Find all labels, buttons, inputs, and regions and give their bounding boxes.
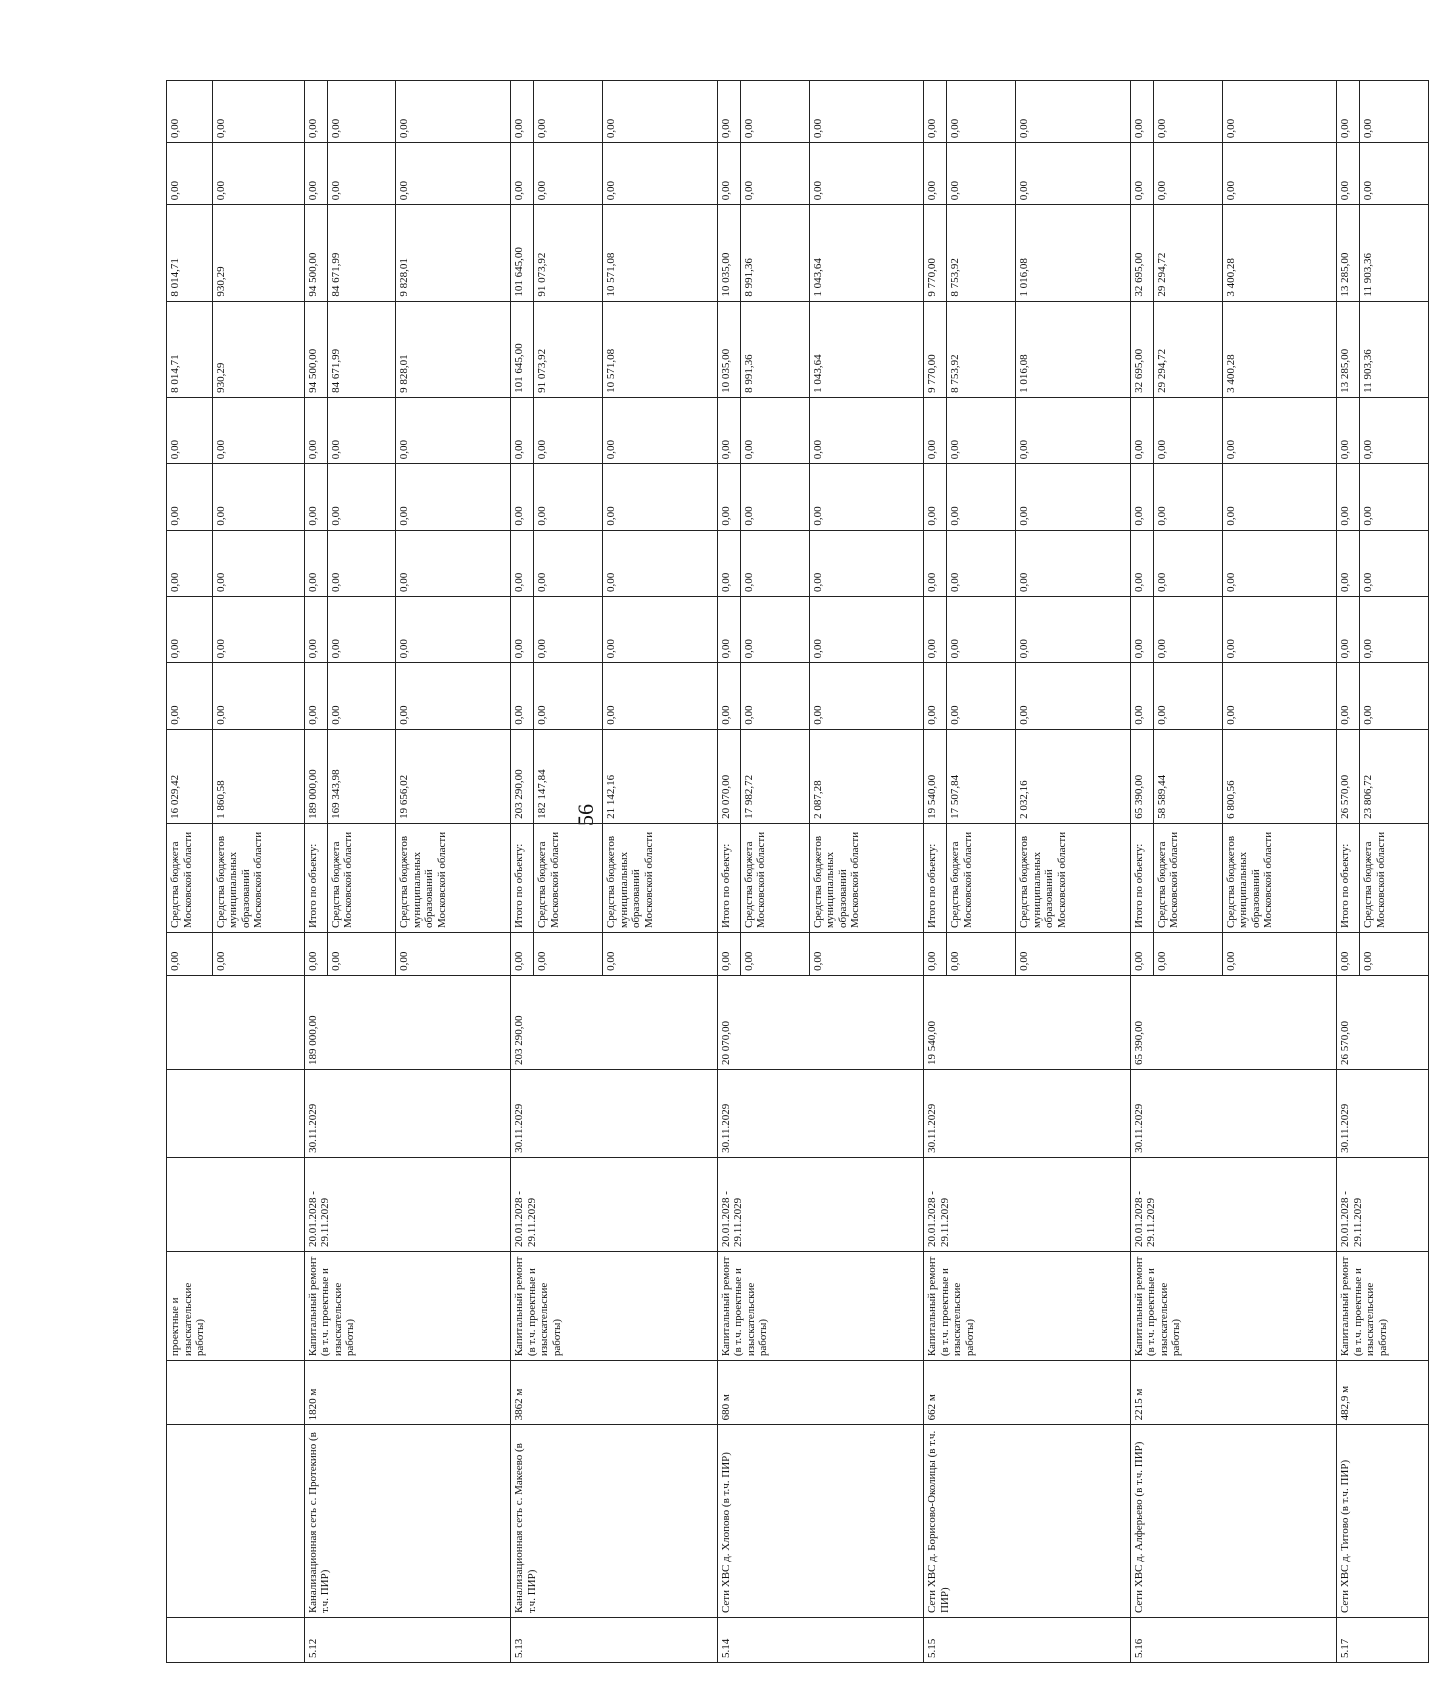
year-2026-cell: 0,00: [1360, 464, 1429, 530]
year-2026-cell: 0,00: [511, 464, 534, 530]
year-2031-cell: 0,00: [304, 81, 327, 143]
funding-source-cell: Средства бюджета Московской области: [327, 823, 396, 932]
row-num-cell: 5.13: [511, 1618, 718, 1663]
year-2023-cell: 0,00: [1360, 663, 1429, 729]
completion-cell: 30.11.2029: [1337, 1070, 1429, 1158]
year-2026-cell: 0,00: [304, 464, 327, 530]
funding-source-cell: Средства бюджетов муниципальных образований Московской области: [603, 823, 718, 932]
total-cell: 65 390,00: [1130, 729, 1153, 823]
total-cell: 58 589,44: [1153, 729, 1222, 823]
year-2024-cell: 0,00: [534, 596, 603, 662]
row-num-cell: 5.15: [924, 1618, 1131, 1663]
source-col3-cell: 0,00: [167, 933, 213, 976]
year-2029-cell: 930,29: [212, 205, 304, 301]
year-2027-cell: 0,00: [327, 397, 396, 463]
year-2027-cell: 0,00: [534, 397, 603, 463]
work-type-cell: Капитальный ремонт (в т.ч. проектные и изыскательские работы): [924, 1252, 1131, 1361]
source-col3-cell: 0,00: [1222, 933, 1337, 976]
year-2023-cell: 0,00: [1016, 663, 1131, 729]
year-2024-cell: 0,00: [947, 596, 1016, 662]
object-name-cell: Сети ХВС д. Титово (в т.ч. ПИР): [1337, 1425, 1429, 1618]
year-2025-cell: 0,00: [511, 530, 534, 596]
year-2030-cell: 0,00: [1222, 143, 1337, 205]
source-col3-cell: 0,00: [1130, 933, 1153, 976]
row-num-cell: [167, 1618, 305, 1663]
table-row: [1130, 81, 1153, 1663]
cost-cell: 19 540,00: [924, 975, 1131, 1069]
year-2029-cell: 32 695,00: [1130, 205, 1153, 301]
source-col3-cell: 0,00: [1337, 933, 1360, 976]
cost-cell: 203 290,00: [511, 975, 718, 1069]
year-2024-cell: 0,00: [924, 596, 947, 662]
year-2031-cell: 0,00: [212, 81, 304, 143]
year-2028-cell: 8 991,36: [740, 301, 809, 397]
year-2026-cell: 0,00: [1222, 464, 1337, 530]
year-2027-cell: 0,00: [947, 397, 1016, 463]
completion-cell: 30.11.2029: [304, 1070, 511, 1158]
year-2027-cell: 0,00: [304, 397, 327, 463]
table-row: [511, 81, 534, 1663]
page-number: 56: [573, 804, 598, 826]
year-2024-cell: 0,00: [1153, 596, 1222, 662]
year-2025-cell: 0,00: [1130, 530, 1153, 596]
year-2030-cell: 0,00: [212, 143, 304, 205]
capacity-cell: [167, 1361, 305, 1425]
year-2030-cell: 0,00: [327, 143, 396, 205]
year-2029-cell: 1 016,08: [1016, 205, 1131, 301]
year-2024-cell: 0,00: [327, 596, 396, 662]
year-2024-cell: 0,00: [304, 596, 327, 662]
year-2023-cell: 0,00: [1222, 663, 1337, 729]
total-cell: 6 800,56: [1222, 729, 1337, 823]
year-2030-cell: 0,00: [603, 143, 718, 205]
year-2025-cell: 0,00: [1360, 530, 1429, 596]
total-cell: 17 507,84: [947, 729, 1016, 823]
year-2024-cell: 0,00: [1222, 596, 1337, 662]
total-cell: 2 087,28: [809, 729, 924, 823]
period-cell: 20.01.2028 - 29.11.2029: [511, 1157, 718, 1251]
year-2023-cell: 0,00: [603, 663, 718, 729]
year-2031-cell: 0,00: [1360, 81, 1429, 143]
year-2031-cell: 0,00: [327, 81, 396, 143]
year-2030-cell: 0,00: [396, 143, 511, 205]
year-2028-cell: 9 828,01: [396, 301, 511, 397]
period-cell: [167, 1157, 305, 1251]
year-2028-cell: 1 043,64: [809, 301, 924, 397]
year-2025-cell: 0,00: [740, 530, 809, 596]
year-2025-cell: 0,00: [167, 530, 213, 596]
source-col3-cell: 0,00: [396, 933, 511, 976]
year-2024-cell: 0,00: [1016, 596, 1131, 662]
year-2028-cell: 930,29: [212, 301, 304, 397]
source-col3-cell: 0,00: [1016, 933, 1131, 976]
year-2027-cell: 0,00: [924, 397, 947, 463]
year-2026-cell: 0,00: [1153, 464, 1222, 530]
year-2023-cell: 0,00: [1153, 663, 1222, 729]
year-2031-cell: 0,00: [947, 81, 1016, 143]
year-2031-cell: 0,00: [534, 81, 603, 143]
year-2027-cell: 0,00: [1016, 397, 1131, 463]
year-2031-cell: 0,00: [167, 81, 213, 143]
total-cell: 21 142,16: [603, 729, 718, 823]
year-2023-cell: 0,00: [304, 663, 327, 729]
funding-source-cell: Средства бюджета Московской области: [947, 823, 1016, 932]
year-2025-cell: 0,00: [1153, 530, 1222, 596]
year-2027-cell: 0,00: [167, 397, 213, 463]
year-2026-cell: 0,00: [947, 464, 1016, 530]
work-type-cell: Капитальный ремонт (в т.ч. проектные и изыскательские работы): [1337, 1252, 1429, 1361]
total-cell: 169 343,98: [327, 729, 396, 823]
table-row: [1337, 81, 1360, 1663]
year-2025-cell: 0,00: [717, 530, 740, 596]
year-2024-cell: 0,00: [603, 596, 718, 662]
object-name-cell: Канализационная сеть с. Протекино (в т.ч. ПИР): [304, 1425, 511, 1618]
total-cell: 19 540,00: [924, 729, 947, 823]
capacity-cell: 2215 м: [1130, 1361, 1337, 1425]
year-2028-cell: 91 073,92: [534, 301, 603, 397]
year-2031-cell: 0,00: [396, 81, 511, 143]
table-row: [924, 81, 947, 1663]
year-2031-cell: 0,00: [809, 81, 924, 143]
year-2023-cell: 0,00: [717, 663, 740, 729]
year-2027-cell: 0,00: [1222, 397, 1337, 463]
year-2029-cell: 9 828,01: [396, 205, 511, 301]
cost-cell: [167, 975, 305, 1069]
total-cell: 189 000,00: [304, 729, 327, 823]
year-2025-cell: 0,00: [1016, 530, 1131, 596]
year-2030-cell: 0,00: [717, 143, 740, 205]
year-2023-cell: 0,00: [740, 663, 809, 729]
period-cell: 20.01.2028 - 29.11.2029: [304, 1157, 511, 1251]
completion-cell: 30.11.2029: [511, 1070, 718, 1158]
source-col3-cell: 0,00: [717, 933, 740, 976]
year-2029-cell: 84 671,99: [327, 205, 396, 301]
year-2025-cell: 0,00: [212, 530, 304, 596]
year-2028-cell: 84 671,99: [327, 301, 396, 397]
year-2030-cell: 0,00: [1360, 143, 1429, 205]
year-2024-cell: 0,00: [740, 596, 809, 662]
year-2027-cell: 0,00: [511, 397, 534, 463]
total-cell: 182 147,84: [534, 729, 603, 823]
year-2025-cell: 0,00: [1337, 530, 1360, 596]
year-2023-cell: 0,00: [212, 663, 304, 729]
year-2029-cell: 11 903,36: [1360, 205, 1429, 301]
year-2027-cell: 0,00: [1130, 397, 1153, 463]
period-cell: 20.01.2028 - 29.11.2029: [1337, 1157, 1429, 1251]
year-2028-cell: 13 285,00: [1337, 301, 1360, 397]
total-cell: 20 070,00: [717, 729, 740, 823]
year-2029-cell: 29 294,72: [1153, 205, 1222, 301]
year-2029-cell: 8 014,71: [167, 205, 213, 301]
work-type-cell: Капитальный ремонт (в т.ч. проектные и изыскательские работы): [304, 1252, 511, 1361]
year-2028-cell: 1 016,08: [1016, 301, 1131, 397]
funding-source-cell: Итого по объекту:: [1337, 823, 1360, 932]
year-2026-cell: 0,00: [809, 464, 924, 530]
funding-source-cell: Итого по объекту:: [1130, 823, 1153, 932]
cost-cell: 65 390,00: [1130, 975, 1337, 1069]
row-num-cell: 5.12: [304, 1618, 511, 1663]
year-2024-cell: 0,00: [212, 596, 304, 662]
year-2023-cell: 0,00: [396, 663, 511, 729]
object-name-cell: Сети ХВС д. Хлопово (в т.ч. ПИР): [717, 1425, 924, 1618]
total-cell: 26 570,00: [1337, 729, 1360, 823]
year-2028-cell: 11 903,36: [1360, 301, 1429, 397]
year-2023-cell: 0,00: [511, 663, 534, 729]
work-type-cell: Капитальный ремонт (в т.ч. проектные и изыскательские работы): [717, 1252, 924, 1361]
year-2026-cell: 0,00: [534, 464, 603, 530]
year-2029-cell: 13 285,00: [1337, 205, 1360, 301]
object-name-cell: Сети ХВС д. Алферьево (в т.ч. ПИР): [1130, 1425, 1337, 1618]
year-2030-cell: 0,00: [304, 143, 327, 205]
total-cell: 2 032,16: [1016, 729, 1131, 823]
year-2030-cell: 0,00: [167, 143, 213, 205]
year-2027-cell: 0,00: [1360, 397, 1429, 463]
year-2031-cell: 0,00: [1016, 81, 1131, 143]
funding-source-cell: Средства бюджетов муниципальных образований Московской области: [396, 823, 511, 932]
funding-source-cell: Средства бюджетов муниципальных образований Московской области: [1016, 823, 1131, 932]
source-col3-cell: 0,00: [740, 933, 809, 976]
year-2029-cell: 8 991,36: [740, 205, 809, 301]
source-col3-cell: 0,00: [304, 933, 327, 976]
year-2027-cell: 0,00: [1153, 397, 1222, 463]
completion-cell: 30.11.2029: [1130, 1070, 1337, 1158]
completion-cell: [167, 1070, 305, 1158]
funding-table: [166, 80, 1429, 1663]
row-num-cell: 5.16: [1130, 1618, 1337, 1663]
year-2029-cell: 91 073,92: [534, 205, 603, 301]
total-cell: 19 656,02: [396, 729, 511, 823]
year-2028-cell: 9 770,00: [924, 301, 947, 397]
year-2029-cell: 101 645,00: [511, 205, 534, 301]
year-2030-cell: 0,00: [511, 143, 534, 205]
year-2025-cell: 0,00: [1222, 530, 1337, 596]
year-2023-cell: 0,00: [534, 663, 603, 729]
source-col3-cell: 0,00: [603, 933, 718, 976]
period-cell: 20.01.2028 - 29.11.2029: [717, 1157, 924, 1251]
year-2030-cell: 0,00: [924, 143, 947, 205]
year-2030-cell: 0,00: [809, 143, 924, 205]
table-row: [167, 81, 213, 1663]
year-2028-cell: 10 571,08: [603, 301, 718, 397]
source-col3-cell: 0,00: [212, 933, 304, 976]
year-2024-cell: 0,00: [511, 596, 534, 662]
funding-source-cell: Итого по объекту:: [511, 823, 534, 932]
capacity-cell: 482,9 м: [1337, 1361, 1429, 1425]
year-2028-cell: 101 645,00: [511, 301, 534, 397]
year-2024-cell: 0,00: [167, 596, 213, 662]
year-2027-cell: 0,00: [740, 397, 809, 463]
year-2028-cell: 8 014,71: [167, 301, 213, 397]
source-col3-cell: 0,00: [534, 933, 603, 976]
year-2026-cell: 0,00: [1016, 464, 1131, 530]
cost-cell: 189 000,00: [304, 975, 511, 1069]
funding-source-cell: Средства бюджета Московской области: [740, 823, 809, 932]
source-col3-cell: 0,00: [511, 933, 534, 976]
object-name-cell: Канализационная сеть с. Макеево (в т.ч. ПИР): [511, 1425, 718, 1618]
year-2024-cell: 0,00: [1337, 596, 1360, 662]
row-num-cell: 5.17: [1337, 1618, 1429, 1663]
capacity-cell: 1820 м: [304, 1361, 511, 1425]
year-2023-cell: 0,00: [1337, 663, 1360, 729]
year-2026-cell: 0,00: [212, 464, 304, 530]
source-col3-cell: 0,00: [1153, 933, 1222, 976]
table-row: [304, 81, 327, 1663]
year-2026-cell: 0,00: [1337, 464, 1360, 530]
year-2030-cell: 0,00: [534, 143, 603, 205]
source-col3-cell: 0,00: [947, 933, 1016, 976]
year-2030-cell: 0,00: [947, 143, 1016, 205]
funding-source-cell: Средства бюджета Московской области: [1360, 823, 1429, 932]
year-2023-cell: 0,00: [327, 663, 396, 729]
year-2026-cell: 0,00: [717, 464, 740, 530]
object-name-cell: [167, 1425, 305, 1618]
total-cell: 23 806,72: [1360, 729, 1429, 823]
work-type-cell: проектные и изыскательские работы): [167, 1252, 305, 1361]
year-2029-cell: 10 035,00: [717, 205, 740, 301]
funding-source-cell: Средства бюджета Московской области: [534, 823, 603, 932]
rotated-table-wrapper: [166, 80, 1389, 1663]
year-2024-cell: 0,00: [1130, 596, 1153, 662]
year-2029-cell: 1 043,64: [809, 205, 924, 301]
year-2029-cell: 9 770,00: [924, 205, 947, 301]
source-col3-cell: 0,00: [327, 933, 396, 976]
year-2025-cell: 0,00: [534, 530, 603, 596]
year-2030-cell: 0,00: [1153, 143, 1222, 205]
year-2025-cell: 0,00: [924, 530, 947, 596]
object-name-cell: Сети ХВС д. Борисово-Околицы (в т.ч. ПИР): [924, 1425, 1131, 1618]
work-type-cell: Капитальный ремонт (в т.ч. проектные и изыскательские работы): [1130, 1252, 1337, 1361]
year-2025-cell: 0,00: [327, 530, 396, 596]
total-cell: 16 029,42: [167, 729, 213, 823]
year-2031-cell: 0,00: [1153, 81, 1222, 143]
completion-cell: 30.11.2029: [924, 1070, 1131, 1158]
funding-source-cell: Итого по объекту:: [717, 823, 740, 932]
funding-source-cell: Средства бюджетов муниципальных образований Московской области: [1222, 823, 1337, 932]
source-col3-cell: 0,00: [1360, 933, 1429, 976]
year-2030-cell: 0,00: [1337, 143, 1360, 205]
period-cell: 20.01.2028 - 29.11.2029: [1130, 1157, 1337, 1251]
year-2031-cell: 0,00: [717, 81, 740, 143]
year-2028-cell: 94 500,00: [304, 301, 327, 397]
total-cell: 17 982,72: [740, 729, 809, 823]
year-2026-cell: 0,00: [603, 464, 718, 530]
year-2030-cell: 0,00: [1016, 143, 1131, 205]
year-2030-cell: 0,00: [1130, 143, 1153, 205]
year-2028-cell: 3 400,28: [1222, 301, 1337, 397]
work-type-cell: Капитальный ремонт (в т.ч. проектные и изыскательские работы): [511, 1252, 718, 1361]
year-2027-cell: 0,00: [1337, 397, 1360, 463]
year-2026-cell: 0,00: [396, 464, 511, 530]
year-2030-cell: 0,00: [740, 143, 809, 205]
funding-source-cell: Средства бюджета Московской области: [167, 823, 213, 932]
year-2031-cell: 0,00: [1222, 81, 1337, 143]
source-col3-cell: 0,00: [924, 933, 947, 976]
total-cell: 1 860,58: [212, 729, 304, 823]
year-2023-cell: 0,00: [1130, 663, 1153, 729]
year-2025-cell: 0,00: [809, 530, 924, 596]
year-2025-cell: 0,00: [603, 530, 718, 596]
year-2028-cell: 8 753,92: [947, 301, 1016, 397]
year-2031-cell: 0,00: [1130, 81, 1153, 143]
year-2023-cell: 0,00: [167, 663, 213, 729]
year-2031-cell: 0,00: [603, 81, 718, 143]
year-2025-cell: 0,00: [304, 530, 327, 596]
table-row: [717, 81, 740, 1663]
year-2031-cell: 0,00: [924, 81, 947, 143]
year-2031-cell: 0,00: [740, 81, 809, 143]
capacity-cell: 662 м: [924, 1361, 1131, 1425]
year-2023-cell: 0,00: [947, 663, 1016, 729]
year-2028-cell: 32 695,00: [1130, 301, 1153, 397]
table-body: [167, 81, 1429, 1663]
year-2023-cell: 0,00: [809, 663, 924, 729]
row-num-cell: 5.14: [717, 1618, 924, 1663]
year-2024-cell: 0,00: [1360, 596, 1429, 662]
year-2027-cell: 0,00: [717, 397, 740, 463]
year-2028-cell: 29 294,72: [1153, 301, 1222, 397]
total-cell: 203 290,00: [511, 729, 534, 823]
year-2029-cell: 3 400,28: [1222, 205, 1337, 301]
year-2024-cell: 0,00: [717, 596, 740, 662]
year-2027-cell: 0,00: [603, 397, 718, 463]
year-2023-cell: 0,00: [924, 663, 947, 729]
funding-source-cell: Итого по объекту:: [304, 823, 327, 932]
capacity-cell: 680 м: [717, 1361, 924, 1425]
source-col3-cell: 0,00: [809, 933, 924, 976]
completion-cell: 30.11.2029: [717, 1070, 924, 1158]
year-2025-cell: 0,00: [947, 530, 1016, 596]
funding-source-cell: Средства бюджетов муниципальных образований Московской области: [809, 823, 924, 932]
year-2029-cell: 8 753,92: [947, 205, 1016, 301]
funding-source-cell: Итого по объекту:: [924, 823, 947, 932]
year-2024-cell: 0,00: [396, 596, 511, 662]
year-2027-cell: 0,00: [212, 397, 304, 463]
year-2026-cell: 0,00: [167, 464, 213, 530]
cost-cell: 20 070,00: [717, 975, 924, 1069]
year-2025-cell: 0,00: [396, 530, 511, 596]
year-2027-cell: 0,00: [396, 397, 511, 463]
year-2029-cell: 94 500,00: [304, 205, 327, 301]
year-2031-cell: 0,00: [1337, 81, 1360, 143]
year-2026-cell: 0,00: [1130, 464, 1153, 530]
year-2027-cell: 0,00: [809, 397, 924, 463]
cost-cell: 26 570,00: [1337, 975, 1429, 1069]
year-2026-cell: 0,00: [740, 464, 809, 530]
funding-source-cell: Средства бюджета Московской области: [1153, 823, 1222, 932]
period-cell: 20.01.2028 - 29.11.2029: [924, 1157, 1131, 1251]
year-2026-cell: 0,00: [924, 464, 947, 530]
year-2029-cell: 10 571,08: [603, 205, 718, 301]
capacity-cell: 3862 м: [511, 1361, 718, 1425]
year-2031-cell: 0,00: [511, 81, 534, 143]
year-2026-cell: 0,00: [327, 464, 396, 530]
funding-source-cell: Средства бюджетов муниципальных образований Московской области: [212, 823, 304, 932]
year-2028-cell: 10 035,00: [717, 301, 740, 397]
year-2024-cell: 0,00: [809, 596, 924, 662]
